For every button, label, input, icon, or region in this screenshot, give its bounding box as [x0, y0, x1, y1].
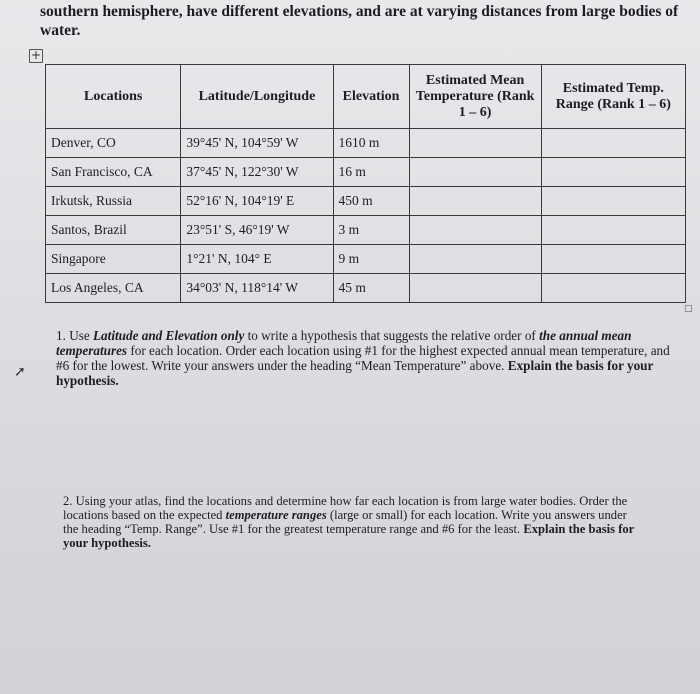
latlong-cell: 39°45' N, 104°59' W	[181, 129, 333, 158]
q2-instruction: Explain the basis for your hypothesis.	[63, 522, 635, 550]
header-locations: Locations	[46, 65, 181, 129]
q1-text-3: for each location. Order each location using #1 for the highest expected annual mean temperature, and #6 for the lowest. Write your answers under the heading “Mean Temperature” above.	[56, 343, 670, 373]
cursor-icon: ➚	[14, 364, 26, 380]
q1-emphasis-1: Latitude and Elevation only	[93, 328, 245, 343]
temp-range-cell[interactable]	[541, 158, 685, 187]
temp-range-cell[interactable]	[541, 216, 685, 245]
header-elevation: Elevation	[333, 65, 409, 129]
resize-handle-icon[interactable]: □	[684, 304, 693, 314]
q2-text-1: 2. Using your atlas, find the locations and determine how far each location is from large water bodies. Order the locations based on the expected	[63, 494, 628, 522]
question-1	[56, 328, 672, 388]
elevation-cell: 45 m	[333, 274, 409, 303]
table-row	[46, 129, 686, 158]
location-cell: Singapore	[46, 245, 181, 274]
elevation-cell: 9 m	[333, 245, 409, 274]
location-cell: Los Angeles, CA	[46, 274, 181, 303]
mean-temp-cell[interactable]	[409, 216, 541, 245]
q2-emphasis: temperature ranges	[225, 508, 327, 522]
intro-text: southern hemisphere, have different elevations, and are at varying distances from large bodies of water.	[40, 3, 679, 39]
question-2	[63, 494, 643, 550]
header-temp-range: Estimated Temp. Range (Rank 1 – 6)	[541, 65, 685, 129]
mean-temp-cell[interactable]	[409, 129, 541, 158]
temp-range-cell[interactable]	[541, 129, 685, 158]
q1-text-2: to write a hypothesis that suggests the relative order of	[244, 328, 540, 343]
latlong-cell: 1°21' N, 104° E	[181, 245, 333, 274]
q1-emphasis-2: the annual mean temperatures	[56, 328, 632, 358]
q1-instruction: Explain the basis for your hypothesis.	[56, 358, 654, 388]
table-row	[46, 158, 686, 187]
mean-temp-cell[interactable]	[409, 274, 541, 303]
table-row	[46, 187, 686, 216]
header-latlong: Latitude/Longitude	[181, 65, 333, 129]
q2-text-2: (large or small) for each location. Write you answers under the heading “Temp. Range”. Use #1 for the greatest temperature range and #6 for the least.	[63, 508, 627, 536]
locations-table	[45, 64, 686, 303]
table-row	[46, 216, 686, 245]
elevation-cell: 16 m	[333, 158, 409, 187]
mean-temp-cell[interactable]	[409, 158, 541, 187]
q1-text-1: 1. Use	[56, 328, 93, 343]
temp-range-cell[interactable]	[541, 245, 685, 274]
latlong-cell: 23°51' S, 46°19' W	[181, 216, 333, 245]
table-header-row	[46, 65, 686, 129]
location-cell: Irkutsk, Russia	[46, 187, 181, 216]
latlong-cell: 52°16' N, 104°19' E	[181, 187, 333, 216]
table-row	[46, 245, 686, 274]
location-cell: Santos, Brazil	[46, 216, 181, 245]
location-cell: San Francisco, CA	[46, 158, 181, 187]
elevation-cell: 3 m	[333, 216, 409, 245]
header-mean-temp: Estimated Mean Temperature (Rank 1 – 6)	[409, 65, 541, 129]
table-row	[46, 274, 686, 303]
elevation-cell: 1610 m	[333, 129, 409, 158]
mean-temp-cell[interactable]	[409, 187, 541, 216]
temp-range-cell[interactable]	[541, 187, 685, 216]
temp-range-cell[interactable]	[541, 274, 685, 303]
location-cell: Denver, CO	[46, 129, 181, 158]
latlong-cell: 34°03' N, 118°14' W	[181, 274, 333, 303]
table-move-handle-icon[interactable]: +	[30, 48, 42, 62]
mean-temp-cell[interactable]	[409, 245, 541, 274]
latlong-cell: 37°45' N, 122°30' W	[181, 158, 333, 187]
elevation-cell: 450 m	[333, 187, 409, 216]
